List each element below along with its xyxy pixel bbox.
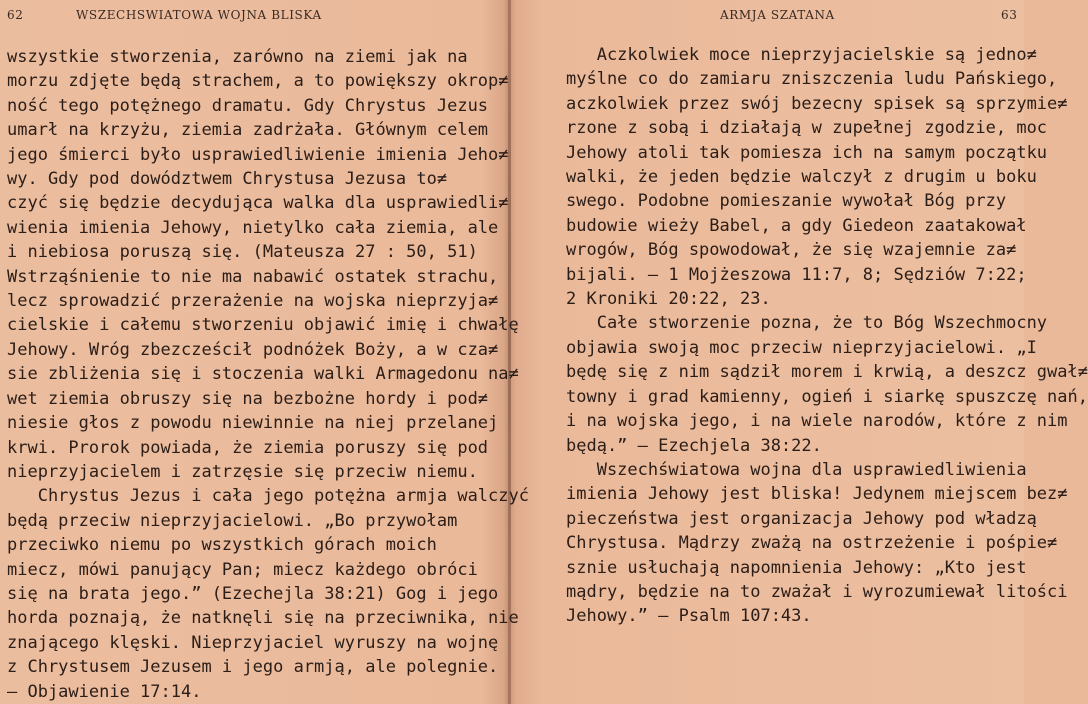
text-line: morzu zdjęte będą strachem, a to powiększy okrop≠ — [7, 71, 509, 92]
text-line: Całe stworzenie pozna, że to Bóg Wszechmocny — [566, 313, 1048, 334]
text-line: nieprzyjacielem i zatrzęsie się przeciw niemu. — [7, 461, 478, 482]
page-body-text — [566, 43, 1088, 629]
text-line: wszystkie stworzenia, zarówno na ziemi jak na — [7, 47, 468, 67]
text-line: jego śmierci było usprawiedliwienie imienia Jeho≠ — [7, 144, 509, 165]
text-line: towny i grad kamienny, ogień i siarkę spuszczę nań, — [566, 386, 1088, 407]
text-line: wy. Gdy pod dowództwem Chrystusa Jezusa to≠ — [7, 169, 448, 190]
running-title: WSZECHSWIATOWA WOJNA BLISKA — [76, 8, 322, 22]
page-number: 63 — [1001, 8, 1018, 22]
text-line: będę się z nim sądził morem i krwią, a deszcz gwał≠ — [566, 362, 1088, 383]
text-line: rzone z sobą i działają w zupełnej zgodzie, moc — [566, 118, 1048, 139]
text-line: Chrystusa. Mądrzy zważą na ostrzeżenie i pośpie≠ — [566, 533, 1058, 554]
text-line: miecz, mówi panujący Pan; miecz każdego obróci — [7, 559, 478, 580]
text-line: z Chrystusem Jezusem i jego armją, ale polegnie. — [7, 657, 499, 678]
text-line: ność tego potężnego dramatu. Gdy Chrystus Jezus — [7, 95, 489, 116]
text-line: horda poznają, że natknęli się na przeciwnika, nie — [7, 608, 519, 629]
text-line: krwi. Prorok powiada, że ziemia poruszy się pod — [7, 437, 489, 458]
text-line: aczkolwiek przez swój bezecny spisek są sprzymie≠ — [566, 93, 1068, 114]
text-line: sznie usłuchają napomnienia Jehowy: „Kto jest — [566, 557, 1027, 578]
page-number: 62 — [7, 8, 24, 22]
text-line: — Objawienie 17:14. — [7, 681, 202, 702]
text-line: niesie głos z powodu niewinnie na niej przelanej — [7, 413, 499, 434]
text-line: przeciwko niemu po wszystkich górach moich — [7, 535, 437, 556]
text-line: cielskie i całemu stworzeniu objawić imię i chwałę — [7, 315, 519, 336]
text-line: 2 Kroniki 20:22, 23. — [566, 289, 771, 310]
text-line: czyć się będzie decydująca walka dla usprawiedli≠ — [7, 193, 509, 214]
text-line: myślne co do zamiaru zniszczenia ludu Pańskiego, — [566, 69, 1058, 90]
text-line: swego. Podobne pomieszanie wywołał Bóg przy — [566, 191, 1007, 212]
text-line: Jehowy. Wróg zbezcześcił podnóżek Boży, a w cza≠ — [7, 339, 499, 360]
text-line: budowie wieży Babel, a gdy Giedeon zaatakował — [566, 215, 1027, 236]
text-line: się na brata jego.” (Ezechejla 38:21) Gog i jego — [7, 583, 499, 604]
text-line: bijali. — 1 Mojżeszowa 11:7, 8; Sędziów 7:22; — [566, 264, 1027, 285]
text-line: i na wojska jego, i na wiele narodów, które z nim — [566, 411, 1068, 432]
text-line: walki, że jeden będzie walczył z drugim u boku — [566, 167, 1037, 188]
text-line: Chrystus Jezus i cała jego potężna armja walczyć — [7, 486, 529, 507]
text-line: wienia imienia Jehowy, nietylko cała ziemia, ale — [7, 217, 499, 238]
text-line: lecz sprowadzić przerażenie na wojska nieprzyja≠ — [7, 291, 499, 312]
text-line: Aczkolwiek moce nieprzyjacielskie są jedno≠ — [566, 45, 1037, 65]
right-page — [512, 0, 1088, 704]
text-line: umarł na krzyżu, ziemia zadrżała. Głównym celem — [7, 120, 489, 141]
text-line: mądry, będzie na to zważał i wyrozumiewał litości — [566, 581, 1068, 602]
page-body-text — [7, 45, 529, 704]
running-title: ARMJA SZATANA — [720, 8, 835, 22]
text-line: i niebiosa poruszą się. (Mateusza 27 : 50, 51) — [7, 242, 478, 263]
text-line: wrogów, Bóg spowodował, że się wzajemnie za≠ — [566, 240, 1017, 261]
text-line: pieczeństwa jest organizacja Jehowy pod władzą — [566, 508, 1037, 529]
text-line: znającego klęski. Nieprzyjaciel wyruszy na wojnę — [7, 632, 499, 653]
left-page — [0, 0, 529, 704]
text-line: Jehowy atoli tak pomiesza ich na samym początku — [566, 142, 1048, 163]
text-line: wet ziemia obruszy się na bezbożne hordy i pod≠ — [7, 388, 489, 409]
text-line: będą.” — Ezechjela 38:22. — [566, 435, 822, 456]
text-line: imienia Jehowy jest bliska! Jedynem miejscem bez≠ — [566, 484, 1068, 505]
text-line: sie zbliżenia się i stoczenia walki Armagedonu na≠ — [7, 364, 519, 385]
text-line: Wstrząśnienie to nie ma nabawić ostatek strachu, — [7, 266, 499, 287]
text-line: objawia swoją moc przeciw nieprzyjacielowi. „I — [566, 337, 1037, 358]
text-line: będą przeciw nieprzyjacielowi. „Bo przywołam — [7, 510, 458, 531]
text-line: Wszechświatowa wojna dla usprawiedliwienia — [566, 459, 1027, 480]
text-line: Jehowy.” — Psalm 107:43. — [566, 606, 812, 627]
